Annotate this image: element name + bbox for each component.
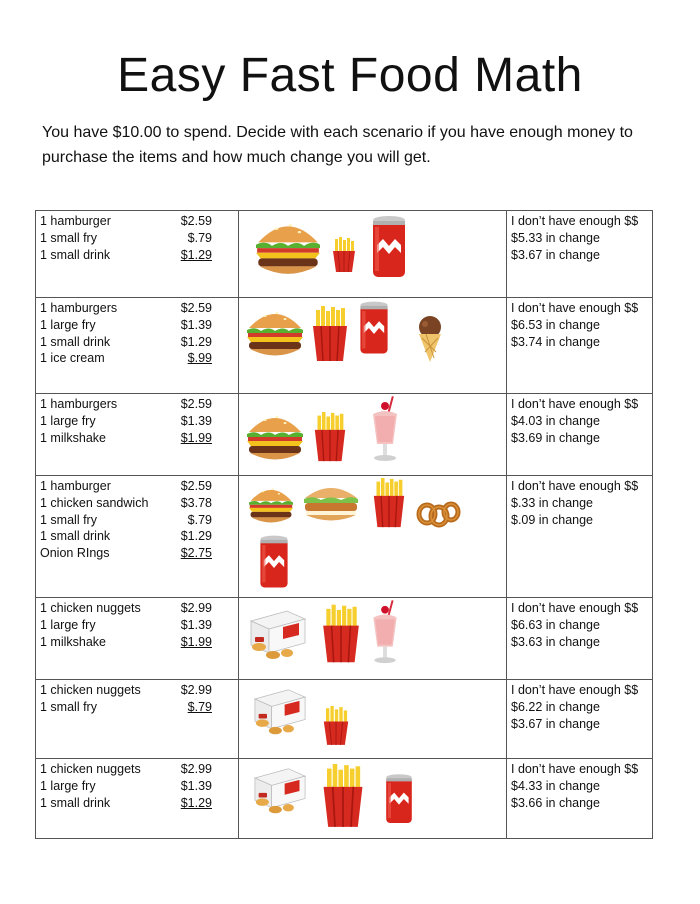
item-price: $1.39 [180,778,212,793]
food-images-cell [239,298,507,394]
item-price: $2.99 [180,601,212,615]
scenario-table [35,210,653,839]
hamburger-icon [253,215,323,279]
order-item [40,699,234,716]
food-images-cell [239,394,507,476]
answer-option: I don’t have enough $$ [511,683,639,697]
order-item [40,512,234,529]
item-price: $2.59 [180,301,212,315]
scenario-row [36,394,653,476]
item-price: $3.78 [180,495,212,510]
item-price: $2.59 [180,479,212,493]
answer-options-cell [507,759,653,839]
item-name: 1 large fry [40,617,96,632]
large-fry-icon [309,306,351,362]
item-price: $1.39 [180,413,212,428]
scenario-row [36,598,653,680]
scenario-row [36,680,653,759]
order-items-cell [36,598,239,680]
large-fry-icon [319,604,363,664]
item-name: 1 milkshake [40,634,106,649]
item-name: 1 large fry [40,317,96,332]
answer-option: $3.63 in change [511,634,600,649]
hamburger-icon [245,408,305,464]
soda-can-icon [383,773,415,825]
scenario-row [36,476,653,598]
answer-option: $6.22 in change [511,699,600,714]
item-price: $1.29 [180,334,212,349]
instructions: You have $10.00 to spend. Decide with each scenario if you have enough money to purchase the items and how much change you will get. [42,124,633,166]
answer-option: $3.66 in change [511,795,600,810]
item-name: 1 small fry [40,512,97,527]
item-name: 1 hamburger [40,214,111,228]
item-price: $1.29 [180,247,212,262]
order-items-cell [36,394,239,476]
order-item [40,761,234,778]
order-item [40,600,234,617]
scenario-row [36,759,653,839]
milkshake-icon [365,396,405,464]
nuggets-icon [249,686,311,738]
order-item [40,528,234,545]
scenario-row [36,211,653,298]
order-item [40,545,234,562]
ice-cream-icon [414,314,446,364]
answer-option: $3.67 in change [511,247,600,262]
item-name: Onion RIngs [40,546,110,561]
item-name: 1 large fry [40,778,96,793]
item-price: $1.39 [180,317,212,332]
hamburger-icon [245,304,305,360]
order-items-cell [36,211,239,298]
food-images-cell [239,759,507,839]
item-name: 1 small drink [40,529,111,544]
hamburger-icon [245,482,297,526]
soda-can-icon [369,215,409,279]
large-fry-icon [309,412,351,462]
item-price: $2.59 [180,214,212,228]
soda-can-icon [257,534,291,590]
answer-options-cell [507,394,653,476]
answer-option: $.09 in change [511,512,594,527]
answer-options-cell [507,211,653,298]
large-fry-icon [319,761,367,831]
order-item [40,795,234,812]
answer-option: $3.74 in change [511,334,600,349]
item-price: $2.99 [180,762,212,776]
item-name: 1 small drink [40,334,111,349]
item-name: 1 small drink [40,247,111,262]
item-name: 1 ice cream [40,351,105,366]
order-item [40,682,234,699]
item-name: 1 small fry [40,699,97,714]
item-name: 1 chicken nuggets [40,683,141,697]
item-name: 1 large fry [40,413,96,428]
item-price: $1.99 [180,634,212,649]
onion-rings-icon [415,498,461,530]
answer-option: I don’t have enough $$ [511,397,639,411]
food-images-cell [239,211,507,298]
answer-option: I don’t have enough $$ [511,762,639,776]
item-price: $1.39 [180,617,212,632]
chicken-sandwich-icon [301,480,361,526]
order-items-cell [36,759,239,839]
nuggets-icon [247,604,309,666]
answer-option: I don’t have enough $$ [511,301,639,315]
answer-option: $6.53 in change [511,317,600,332]
page-title: Easy Fast Food Math [117,49,583,102]
item-price: $.99 [187,351,212,366]
item-name: 1 hamburger [40,479,111,493]
item-name: 1 chicken sandwich [40,495,149,510]
small-fry-icon [329,237,359,273]
item-price: $.79 [187,230,212,245]
item-price: $1.29 [180,795,212,810]
order-item [40,617,234,634]
order-items-cell [36,476,239,598]
food-images-cell [239,680,507,759]
answer-option: I don’t have enough $$ [511,214,639,228]
order-item [40,430,234,447]
item-price: $2.75 [180,546,212,561]
answer-options-cell [507,680,653,759]
item-name: 1 chicken nuggets [40,762,141,776]
answer-options-cell [507,298,653,394]
item-name: 1 small fry [40,230,97,245]
order-item [40,396,234,413]
nuggets-icon [249,765,311,817]
answer-option: $4.03 in change [511,413,600,428]
order-item [40,413,234,430]
small-fry-icon [319,706,353,746]
soda-can-icon [357,300,391,356]
order-item [40,213,234,230]
food-images-cell [239,476,507,598]
answer-option: $3.69 in change [511,430,600,445]
order-item [40,478,234,495]
answer-option: $.33 in change [511,495,594,510]
item-price: $2.99 [180,683,212,697]
item-price: $.79 [187,512,212,527]
large-fry-icon [367,478,411,528]
item-price: $2.59 [180,397,212,411]
order-item [40,634,234,651]
order-item [40,350,234,367]
item-name: 1 hamburgers [40,397,118,411]
food-images-cell [239,598,507,680]
answer-option: $6.63 in change [511,617,600,632]
item-name: 1 small drink [40,795,111,810]
order-item [40,334,234,351]
answer-option: I don’t have enough $$ [511,479,639,493]
order-items-cell [36,298,239,394]
item-price: $.79 [187,699,212,714]
answer-option: I don’t have enough $$ [511,601,639,615]
answer-options-cell [507,598,653,680]
order-item [40,300,234,317]
order-item [40,247,234,264]
item-price: $1.99 [180,430,212,445]
item-name: 1 hamburgers [40,301,118,315]
answer-option: $3.67 in change [511,716,600,731]
milkshake-icon [365,600,405,666]
order-item [40,778,234,795]
item-price: $1.29 [180,529,212,544]
order-item [40,230,234,247]
item-name: 1 milkshake [40,430,106,445]
answer-option: $4.33 in change [511,778,600,793]
answer-option: $5.33 in change [511,230,600,245]
order-item [40,495,234,512]
answer-options-cell [507,476,653,598]
scenario-row [36,298,653,394]
order-item [40,317,234,334]
item-name: 1 chicken nuggets [40,601,141,615]
order-items-cell [36,680,239,759]
